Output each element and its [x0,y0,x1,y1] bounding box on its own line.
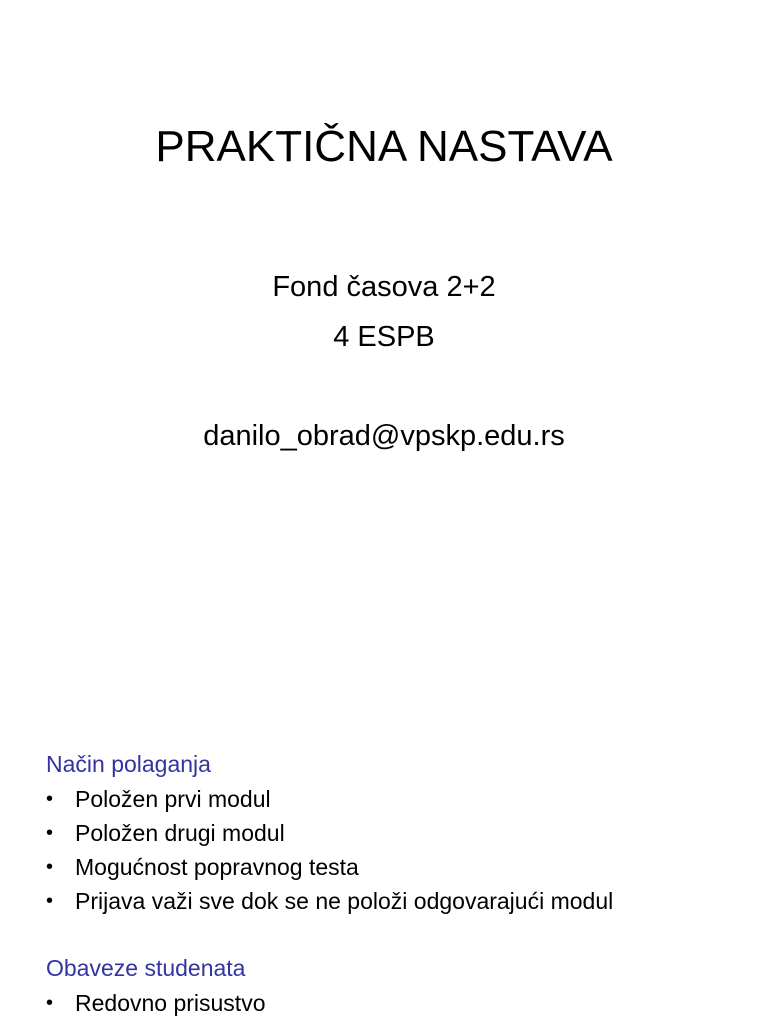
student-duties-list [46,986,266,1020]
exam-method-list [46,782,613,918]
list-item [46,884,613,918]
list-item-text: Redovno prisustvo [75,990,266,1016]
bullet-icon: • [46,992,54,1014]
ects-credits: 4 ESPB [333,321,435,353]
bullet-icon: • [46,822,54,844]
contact-email: danilo_obrad@vpskp.edu.rs [203,420,565,452]
list-item [46,986,266,1020]
exam-method-heading: Način polaganja [46,751,211,777]
list-item [46,782,613,816]
list-item [46,816,613,850]
class-hours: Fond časova 2+2 [272,271,496,303]
list-item-text: Položen drugi modul [75,820,285,846]
slide-title: PRAKTIČNA NASTAVA [155,122,613,171]
content-slide [0,512,768,1024]
bullet-icon: • [46,856,54,878]
list-item-text: Položen prvi modul [75,786,271,812]
student-duties-heading: Obaveze studenata [46,955,246,981]
bullet-icon: • [46,788,54,810]
bullet-icon: • [46,890,54,912]
list-item-text: Mogućnost popravnog testa [75,854,359,880]
list-item-text: Prijava važi sve dok se ne položi odgovarajući modul [75,888,614,914]
list-item [46,850,613,884]
